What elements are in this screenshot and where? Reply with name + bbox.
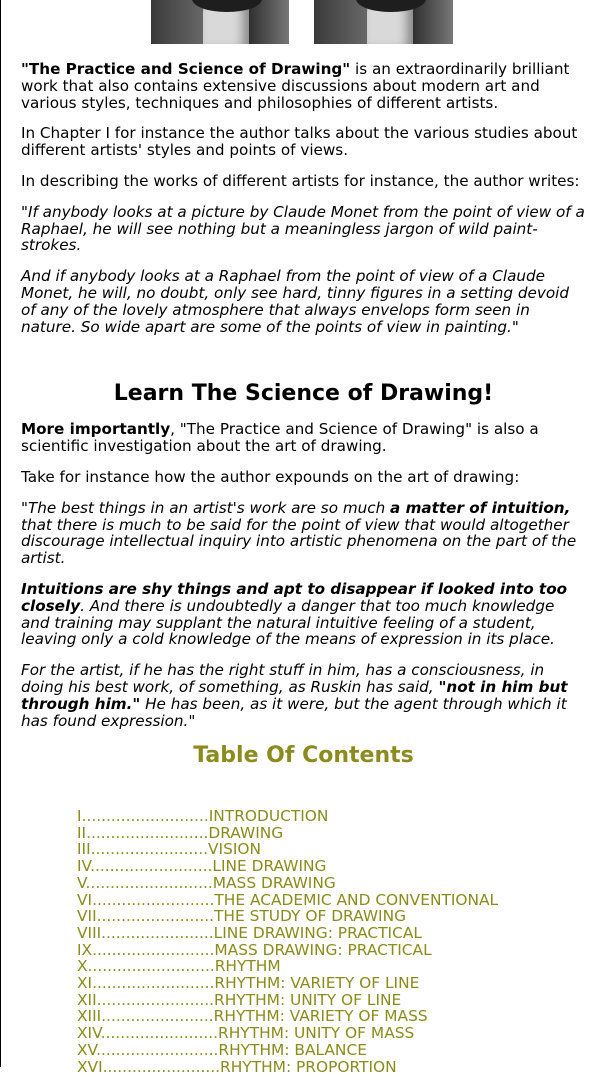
toc-title: Table Of Contents <box>193 743 414 769</box>
toc-item[interactable]: VIII.......................LINE DRAWING: PRACTICAL <box>77 923 422 942</box>
toc-item[interactable]: XI.........................RHYTHM: VARIETY OF LINE <box>77 974 420 993</box>
toc-item[interactable]: VII........................THE STUDY OF DRAWING <box>77 907 407 926</box>
ruskin-quote: For the artist, if he has the right stuff in him, has a consciousness, in doing his best work, of something, as Ruskin has said, "not in him but through him." He has been, as it were, but the agent through which it has found expression." <box>21 661 568 730</box>
toc-item[interactable]: X..........................RHYTHM <box>77 957 281 976</box>
toc-item[interactable]: XVI........................RHYTHM: PROPORTION <box>77 1057 397 1076</box>
toc-item[interactable]: I..........................INTRODUCTION <box>77 807 329 825</box>
chapter-paragraph: In Chapter I for instance the author talks about the various studies about different artists' styles and points of views. <box>21 124 578 160</box>
toc-item[interactable]: XII........................RHYTHM: UNITY OF LINE <box>77 990 402 1009</box>
toc-item[interactable]: II.........................DRAWING <box>77 823 284 842</box>
left-border <box>0 0 1 1067</box>
intro-paragraph: "The Practice and Science of Drawing" is an extraordinarily brilliant work that also contains extensive discussions about modern art and various styles, techniques and philosophies of different artists. <box>21 60 570 112</box>
toc-item[interactable]: XV.........................RHYTHM: BALANCE <box>77 1040 367 1059</box>
importantly-paragraph: More importantly, "The Practice and Science of Drawing" is also a scientific investigation about the art of drawing. <box>21 420 539 456</box>
monet-quote: "If anybody looks at a picture by Claude Monet from the point of view of a Raphael, he will see nothing but a meaningless jargon of wild paint-strokes. <box>21 202 585 255</box>
expounds-paragraph: Take for instance how the author expounds on the art of drawing: <box>21 467 520 486</box>
toc-item[interactable]: III........................VISION <box>77 840 262 859</box>
raphael-quote: And if anybody looks at a Raphael from the point of view of a Claude Monet, he will, no doubt, only see hard, tinny figures in a setting devoid of any of the lovely atmosphere that always envelops form seen in nature. So wide apart are some of the points of view in painting." <box>21 267 569 336</box>
describing-paragraph: In describing the works of different artists for instance, the author writes: <box>21 171 580 190</box>
shy-things-quote: Intuitions are shy things and apt to disappear if looked into too closely. And there is undoubtedly a danger that too much knowledge and training may supplant the natural intuitive feeling of a student, leaving only a cold knowledge of the means of expression in its place. <box>21 579 568 649</box>
science-heading: Learn The Science of Drawing! <box>113 381 494 407</box>
toc-item[interactable]: XIV........................RHYTHM: UNITY OF MASS <box>77 1024 415 1043</box>
author-photo-left <box>151 0 289 44</box>
toc-item[interactable]: IV.........................LINE DRAWING <box>77 857 327 876</box>
intuition-quote: "The best things in an artist's work are so much a matter of intuition, that there is much to be said for the point of view that would altogether discourage intellectual inquiry into artistic phenomena on the part of the artist. <box>21 498 577 568</box>
toc-item[interactable]: V..........................MASS DRAWING <box>77 873 336 892</box>
article-body <box>21 61 586 769</box>
toc-item[interactable]: XIII.......................RHYTHM: VARIETY OF MASS <box>77 1007 428 1026</box>
toc-item[interactable]: IX.........................MASS DRAWING: PRACTICAL <box>77 940 432 959</box>
author-photos <box>0 0 600 44</box>
toc-item[interactable]: VI.........................THE ACADEMIC AND CONVENTIONAL <box>77 890 499 909</box>
table-of-contents <box>77 808 498 1075</box>
author-photo-right <box>314 0 453 44</box>
